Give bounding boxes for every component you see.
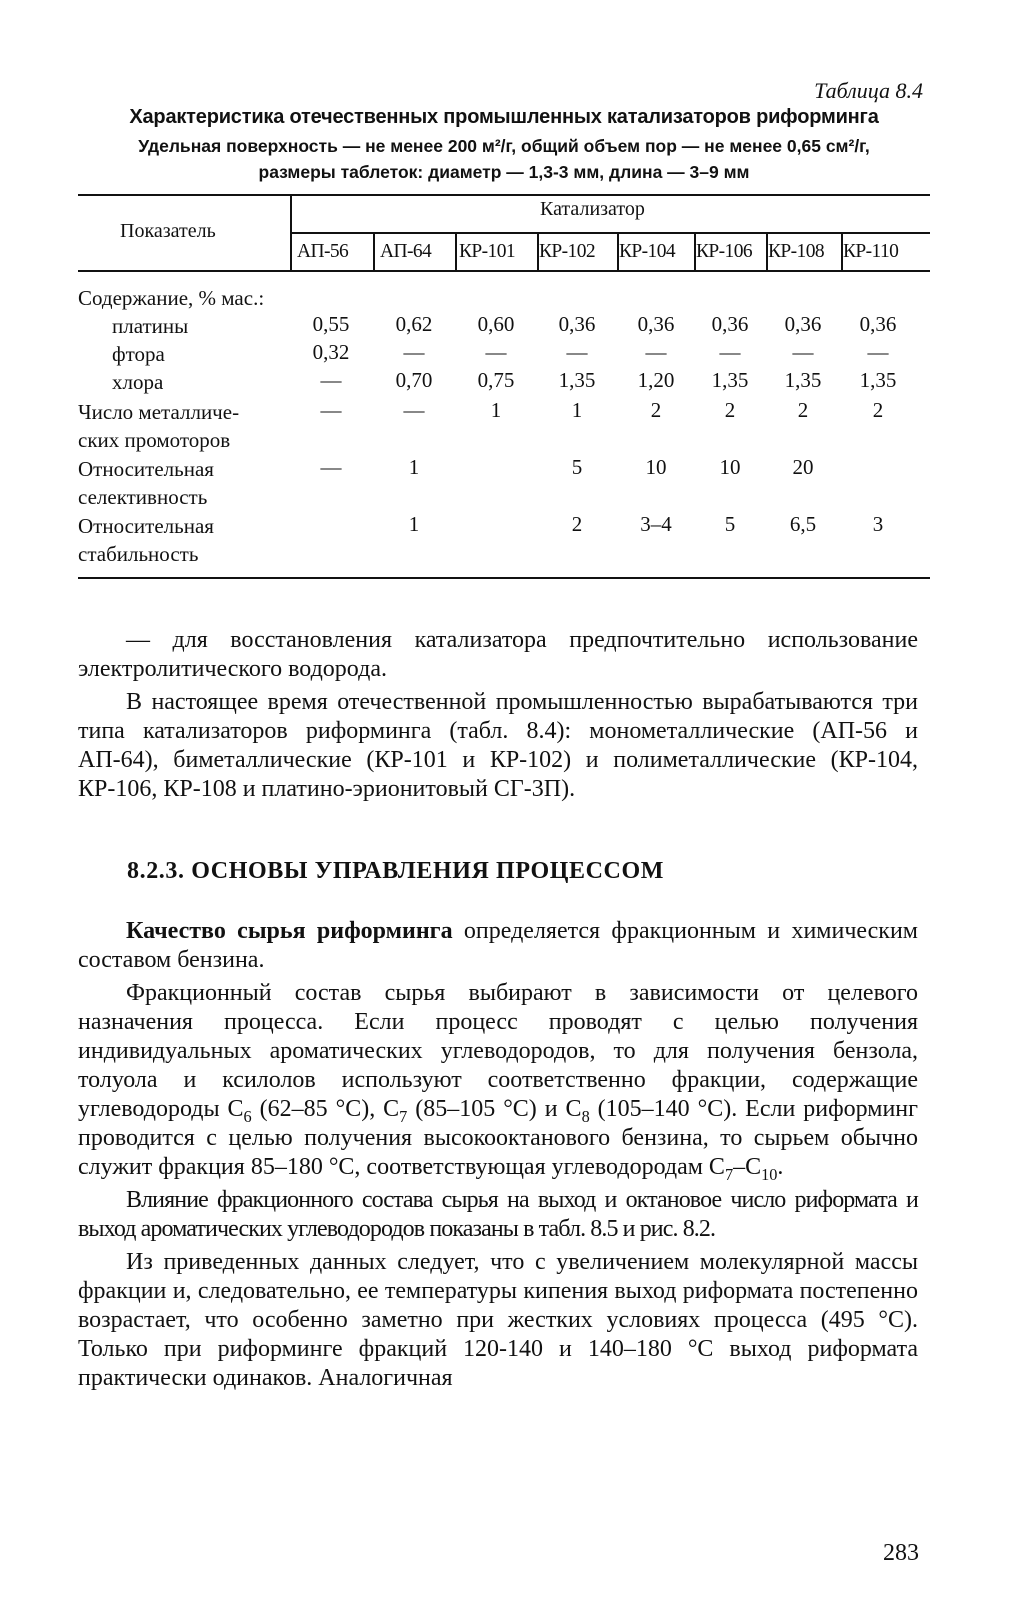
column-header: КР-101 xyxy=(459,241,515,262)
table-cell: 3 xyxy=(872,512,884,536)
table-title: Характеристика отечественных промышленных катализаторов риформинга xyxy=(129,106,879,128)
table-subtitle-line2: размеры таблеток: диаметр — 1,3-3 мм, длина — 3–9 мм xyxy=(258,162,750,182)
table-subtitle-line1: Удельная поверхность — не менее 200 м²/г, общий объем пор — не менее 0,65 см²/г, xyxy=(138,136,870,156)
table-cell: 1,35 xyxy=(711,368,749,392)
row-label-line: Число металличе- xyxy=(78,400,240,424)
table-cell: 1 xyxy=(490,398,502,422)
table-cell: — xyxy=(320,398,342,422)
paragraph-text: –С xyxy=(733,1154,762,1180)
table-number-label: Таблица 8.4 xyxy=(814,78,923,103)
table-cell: 0,36 xyxy=(637,312,675,336)
column-header: АП-56 xyxy=(297,241,349,262)
table-top-rule xyxy=(78,194,930,196)
table-cell: 1,35 xyxy=(558,368,596,392)
paragraph-text: определяется фракционным и химическим составом бензина. xyxy=(78,918,918,973)
paragraph xyxy=(78,917,918,975)
paragraph: Влияние фракционного состава сырья на выход и октановое число риформата и выход ароматических углеводородов показаны в табл. 8.5 и рис. 8.2. xyxy=(78,1187,918,1242)
table-cell: — xyxy=(645,340,667,364)
subscript: 7 xyxy=(724,1164,734,1184)
paragraph: — для восстановления катализатора предпочтительно использование электролитического водорода. xyxy=(78,627,918,682)
row-label: фтора xyxy=(112,342,165,366)
table-cell: 0,62 xyxy=(395,312,433,336)
row-label-line: ских промоторов xyxy=(78,428,231,452)
row-label xyxy=(78,398,239,454)
table-cell: 0,32 xyxy=(312,340,350,364)
row-label-line: Относительная xyxy=(78,457,214,481)
body-paragraphs-bottom xyxy=(78,917,918,1393)
page-number: 283 xyxy=(883,1540,919,1566)
table-cell: — xyxy=(403,340,425,364)
table-cell: 2 xyxy=(872,398,884,422)
paragraph-text: . xyxy=(777,1154,784,1180)
column-divider xyxy=(290,194,292,270)
subscript: 10 xyxy=(761,1164,778,1184)
table-cell: 1 xyxy=(408,455,420,479)
column-divider xyxy=(455,232,457,270)
column-header: КР-108 xyxy=(768,241,824,262)
table-cell: 5 xyxy=(571,455,583,479)
row-label: платины xyxy=(112,314,189,338)
table-cell: 1,35 xyxy=(859,368,897,392)
table-bottom-rule xyxy=(78,577,930,579)
table-cell: 20 xyxy=(792,455,814,479)
body-paragraphs-top xyxy=(78,626,918,804)
catalyst-header-rule xyxy=(290,232,930,234)
subscript: 7 xyxy=(399,1106,408,1126)
paragraph: Из приведенных данных следует, что с увеличением молекулярной массы фракции и, следовательно, ее температуры кипения выход риформата постепенно возрастает, что особенно заметно при жестких условиях процесса (495 °С). Только при риформинге фракций 120-140 и 140–180 °С выход риформата практически одинаков. Аналогичная xyxy=(78,1249,918,1391)
table-cell: 10 xyxy=(719,455,741,479)
subscript: 8 xyxy=(581,1106,590,1126)
paragraph xyxy=(78,979,918,1182)
table-cell: 0,36 xyxy=(711,312,749,336)
column-header: КР-102 xyxy=(539,241,595,262)
paragraph-text: (85–105 °С) и С xyxy=(407,1096,582,1122)
row-label: хлора xyxy=(112,370,164,394)
table-cell: — xyxy=(719,340,741,364)
table-cell: — xyxy=(867,340,889,364)
group-label: Содержание, % мас.: xyxy=(78,286,265,310)
table-cell: 0,36 xyxy=(859,312,897,336)
table-cell: 2 xyxy=(724,398,736,422)
row-label-line: селективность xyxy=(78,485,208,509)
table-header-rule xyxy=(78,270,930,272)
table-cell: — xyxy=(566,340,588,364)
catalyst-header: Катализатор xyxy=(540,198,645,220)
table-cell: 2 xyxy=(571,512,583,536)
column-header: АП-64 xyxy=(380,241,432,262)
table-cell: 0,36 xyxy=(784,312,822,336)
row-label-line: стабильность xyxy=(78,542,199,566)
table-cell: 0,60 xyxy=(477,312,515,336)
table-cell: 1,20 xyxy=(637,368,675,392)
paragraph-text: Фракционный состав сырья выбирают в зависимости от целевого назначения процесса. Если процесс проводят с целью получения индивидуальных ароматических углеводородов, то для получения бензола, толуола и ксилолов используют соответственно фракции, содержащие углеводороды С xyxy=(78,980,918,1122)
table-cell: 0,36 xyxy=(558,312,596,336)
table-cell: 2 xyxy=(650,398,662,422)
row-label-line: Относительная xyxy=(78,514,214,538)
table-cell: 1,35 xyxy=(784,368,822,392)
paragraph-text: (62–85 °С), С xyxy=(251,1096,400,1122)
table-cell: — xyxy=(320,368,342,392)
bold-term: Качество сырья риформинга xyxy=(126,918,453,944)
table-cell: 0,75 xyxy=(477,368,515,392)
table-cell: 1 xyxy=(571,398,583,422)
table-cell: — xyxy=(792,340,814,364)
table-cell: 10 xyxy=(645,455,667,479)
table-cell: — xyxy=(485,340,507,364)
table-cell: — xyxy=(403,398,425,422)
table-cell: 1 xyxy=(408,512,420,536)
column-header: КР-106 xyxy=(696,241,752,262)
column-divider xyxy=(373,232,375,270)
paragraph-text: (105–140 °С). Если риформинг проводится с целью получения высокооктанового бензина, то сырьем обычно служит фракция 85–180 °С, соответствующая углеводородам С xyxy=(78,1096,918,1180)
column-header: КР-110 xyxy=(843,241,899,262)
subscript: 6 xyxy=(243,1106,252,1126)
section-heading: 8.2.3. ОСНОВЫ УПРАВЛЕНИЯ ПРОЦЕССОМ xyxy=(127,858,664,884)
table-cell: — xyxy=(320,455,342,479)
table-cell: 5 xyxy=(724,512,736,536)
paragraph: В настоящее время отечественной промышленностью вырабатываются три типа катализаторов риформинга (табл. 8.4): монометаллические (АП-56 и АП-64), биметаллические (КР-101 и КР-102) и полиметаллические (КР-104, КР-106, КР-108 и платино-эрионитовый СГ-3П). xyxy=(78,689,918,802)
row-label xyxy=(78,455,214,511)
table-cell: 6,5 xyxy=(789,512,817,536)
table-cell: 3–4 xyxy=(640,512,672,536)
param-header: Показатель xyxy=(120,220,216,242)
table-cell: 0,55 xyxy=(312,312,350,336)
column-header: КР-104 xyxy=(619,241,675,262)
table-cell: 2 xyxy=(797,398,809,422)
table-cell: 0,70 xyxy=(395,368,433,392)
row-label xyxy=(78,512,214,568)
